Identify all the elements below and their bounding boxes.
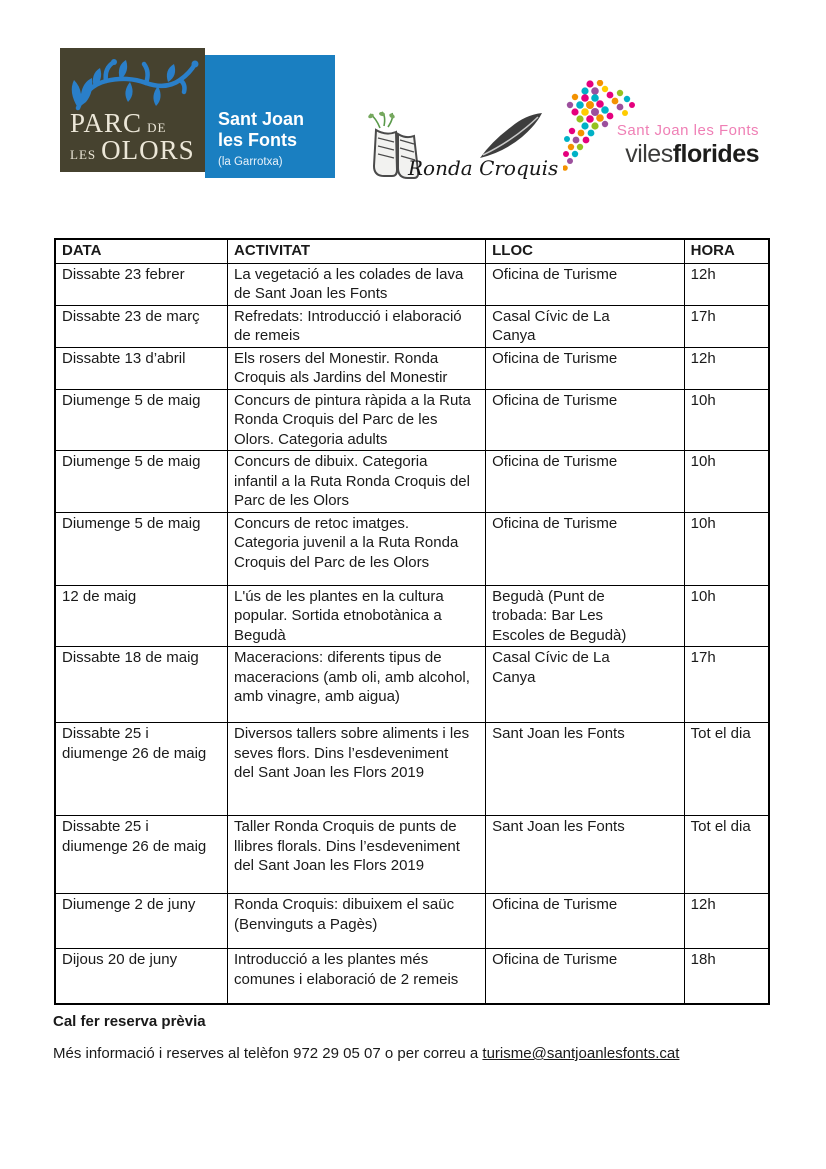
contact-info-middle: o per correu a bbox=[380, 1045, 483, 1062]
cell-lloc: Oficina de Turisme bbox=[486, 389, 685, 451]
header-data: DATA bbox=[55, 239, 228, 263]
viles-word-regular: viles bbox=[625, 140, 673, 168]
ronda-croquis-wordmark: Ronda Croquis bbox=[408, 156, 559, 180]
cell-hora: 17h bbox=[684, 305, 769, 347]
ronda-croquis-logo bbox=[364, 108, 559, 186]
table-row bbox=[55, 451, 769, 513]
cell-data: Dijous 20 de juny bbox=[55, 949, 228, 1004]
feather-sketch-icon bbox=[476, 110, 546, 162]
cell-lloc: Oficina de Turisme bbox=[486, 894, 685, 949]
table-row bbox=[55, 263, 769, 305]
table-header-row bbox=[55, 239, 769, 263]
sjf-logo-line2: les Fonts bbox=[218, 130, 298, 151]
cell-lloc: Oficina de Turisme bbox=[486, 263, 685, 305]
contact-info-prefix: Més informació i reserves al telèfon bbox=[53, 1045, 294, 1062]
viles-word-bold: florides bbox=[672, 140, 759, 168]
cell-hora: 10h bbox=[684, 512, 769, 585]
cell-lloc: Oficina de Turisme bbox=[486, 347, 685, 389]
cell-activitat: La vegetació a les colades de lava de Sant Joan les Fonts bbox=[228, 263, 486, 305]
cell-data: 12 de maig bbox=[55, 585, 228, 647]
cell-data: Dissabte 23 febrer bbox=[55, 263, 228, 305]
sjf-logo-subtitle: (la Garrotxa) bbox=[218, 156, 283, 169]
cell-data: Diumenge 5 de maig bbox=[55, 389, 228, 451]
cell-activitat: Taller Ronda Croquis de punts de llibres florals. Dins l’esdeveniment del Sant Joan les Flors 2019 bbox=[228, 816, 486, 894]
cell-lloc: Sant Joan les Fonts bbox=[486, 816, 685, 894]
cell-hora: Tot el dia bbox=[684, 816, 769, 894]
cell-activitat: Diversos tallers sobre aliments i les seves flors. Dins l’esdeveniment del Sant Joan les Flors 2019 bbox=[228, 723, 486, 816]
cell-lloc: Sant Joan les Fonts bbox=[486, 723, 685, 816]
parc-word-parc: PARC bbox=[70, 107, 143, 138]
cell-activitat: Refredats: Introducció i elaboració de remeis bbox=[228, 305, 486, 347]
cell-hora: 10h bbox=[684, 585, 769, 647]
viles-florides-logo bbox=[563, 80, 759, 178]
parc-word-les: LES bbox=[70, 147, 97, 163]
parc-logo-wordmark bbox=[70, 107, 195, 166]
contact-info-line bbox=[53, 1045, 773, 1062]
cell-data: Dissabte 18 de maig bbox=[55, 647, 228, 723]
cell-data: Diumenge 5 de maig bbox=[55, 451, 228, 513]
viles-wordmark bbox=[613, 140, 759, 169]
parc-word-olors: OLORS bbox=[101, 135, 195, 166]
cell-hora: 18h bbox=[684, 949, 769, 1004]
cell-hora: 12h bbox=[684, 263, 769, 305]
email-link[interactable]: turisme@santjoanlesfonts.cat bbox=[482, 1045, 680, 1062]
viles-top-line: Sant Joan les Fonts bbox=[616, 122, 759, 139]
activity-schedule-table bbox=[54, 238, 770, 1005]
cell-lloc: Begudà (Punt de trobada: Bar Les Escoles de Begudà) bbox=[486, 585, 685, 647]
cell-activitat: Concurs de retoc imatges. Categoria juvenil a la Ruta Ronda Croquis del Parc de les Olors bbox=[228, 512, 486, 585]
cell-activitat: Introducció a les plantes més comunes i elaboració de 2 remeis bbox=[228, 949, 486, 1004]
cell-lloc: Oficina de Turisme bbox=[486, 512, 685, 585]
parc-word-de: DE bbox=[147, 119, 167, 135]
header-activitat: ACTIVITAT bbox=[228, 239, 486, 263]
cell-data: Dissabte 25 i diumenge 26 de maig bbox=[55, 723, 228, 816]
cell-data: Diumenge 5 de maig bbox=[55, 512, 228, 585]
sant-joan-les-fonts-logo bbox=[205, 55, 335, 178]
cell-activitat: Ronda Croquis: dibuixem el saüc (Benvinguts a Pagès) bbox=[228, 894, 486, 949]
table-row bbox=[55, 816, 769, 894]
cell-activitat: Concurs de pintura ràpida a la Ruta Ronda Croquis del Parc de les Olors. Categoria adults bbox=[228, 389, 486, 451]
cell-hora: 10h bbox=[684, 389, 769, 451]
cell-data: Dissabte 13 d’abril bbox=[55, 347, 228, 389]
header-lloc: LLOC bbox=[486, 239, 685, 263]
sjf-logo-line1: Sant Joan bbox=[218, 109, 305, 129]
cell-data: Dissabte 25 i diumenge 26 de maig bbox=[55, 816, 228, 894]
reservation-note: Cal fer reserva prèvia bbox=[53, 1013, 206, 1030]
cell-hora: 12h bbox=[684, 347, 769, 389]
cell-lloc: Casal Cívic de La Canya bbox=[486, 305, 685, 347]
cell-data: Diumenge 2 de juny bbox=[55, 894, 228, 949]
cell-activitat: Els rosers del Monestir. Ronda Croquis als Jardins del Monestir bbox=[228, 347, 486, 389]
cell-activitat: Maceracions: diferents tipus de maceracions (amb oli, amb alcohol, amb vinagre, amb aigua) bbox=[228, 647, 486, 723]
header-hora: HORA bbox=[684, 239, 769, 263]
parc-de-les-olors-logo bbox=[60, 48, 205, 172]
table-row bbox=[55, 389, 769, 451]
cell-activitat: L'ús de les plantes en la cultura popular. Sortida etnobotànica a Begudà bbox=[228, 585, 486, 647]
cell-lloc: Oficina de Turisme bbox=[486, 949, 685, 1004]
cell-lloc: Oficina de Turisme bbox=[486, 451, 685, 513]
table-row bbox=[55, 949, 769, 1004]
cell-lloc: Casal Cívic de La Canya bbox=[486, 647, 685, 723]
table-row bbox=[55, 647, 769, 723]
table-row bbox=[55, 894, 769, 949]
table-row bbox=[55, 347, 769, 389]
cell-data: Dissabte 23 de març bbox=[55, 305, 228, 347]
table-row bbox=[55, 305, 769, 347]
table-row bbox=[55, 723, 769, 816]
cell-activitat: Concurs de dibuix. Categoria infantil a la Ruta Ronda Croquis del Parc de les Olors bbox=[228, 451, 486, 513]
cell-hora: 10h bbox=[684, 451, 769, 513]
contact-phone: 972 29 05 07 bbox=[293, 1045, 381, 1062]
table-row bbox=[55, 512, 769, 585]
footer bbox=[53, 1013, 773, 1062]
cell-hora: 17h bbox=[684, 647, 769, 723]
cell-hora: Tot el dia bbox=[684, 723, 769, 816]
table-row bbox=[55, 585, 769, 647]
cell-hora: 12h bbox=[684, 894, 769, 949]
